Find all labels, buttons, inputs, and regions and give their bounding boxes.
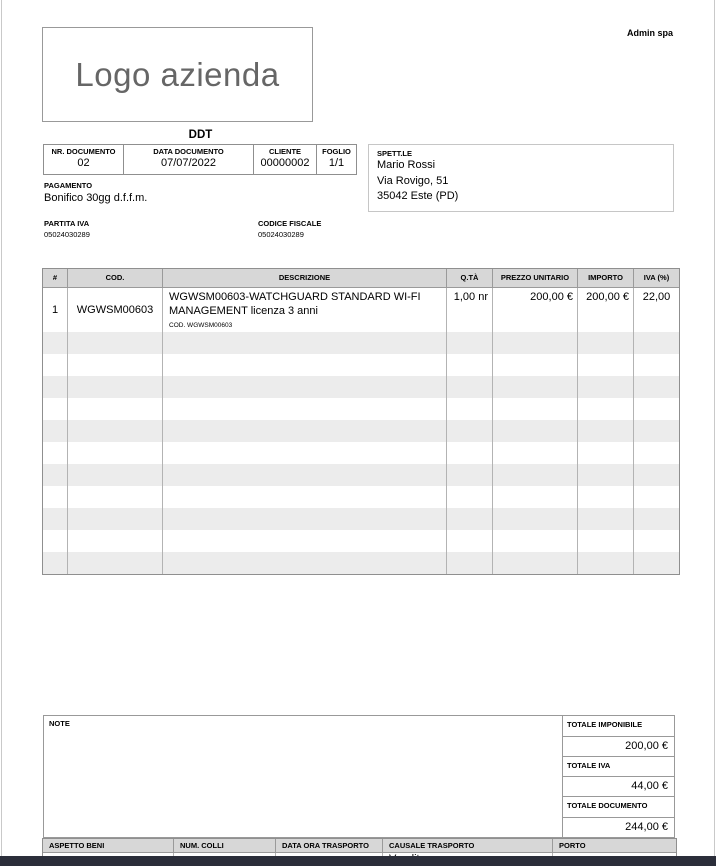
payment-field bbox=[44, 181, 147, 205]
field-value: 00000002 bbox=[260, 157, 310, 169]
field-label: CLIENTE bbox=[268, 147, 302, 156]
col-header-num: # bbox=[43, 269, 68, 288]
table-row bbox=[43, 288, 679, 332]
recipient-street: Via Rovigo, 51 bbox=[377, 174, 449, 187]
col-header-data-ora-trasporto: DATA ORA TRASPORTO bbox=[276, 839, 383, 853]
totale-iva-label: TOTALE IVA bbox=[563, 756, 674, 777]
partita-iva-label: PARTITA IVA bbox=[44, 219, 90, 228]
empty-item-row bbox=[43, 530, 679, 552]
item-amount: 200,00 € bbox=[578, 288, 634, 332]
logo-text: Logo azienda bbox=[75, 55, 280, 93]
totale-imponibile-label: TOTALE IMPONIBILE bbox=[567, 720, 643, 729]
totale-iva-value: 44,00 € bbox=[563, 776, 674, 796]
item-description bbox=[163, 288, 447, 332]
col-header-prezzo-unitario: PREZZO UNITARIO bbox=[493, 269, 578, 288]
partita-iva-value: 05024030289 bbox=[44, 230, 90, 239]
col-header-aspetto-beni: ASPETTO BENI bbox=[43, 839, 174, 853]
item-description-code: COD. WGWSM00603 bbox=[169, 322, 233, 329]
recipient-box bbox=[368, 144, 674, 212]
empty-item-row bbox=[43, 332, 679, 354]
item-num: 1 bbox=[43, 288, 68, 332]
page-right-edge bbox=[714, 0, 715, 866]
empty-item-row bbox=[43, 354, 679, 376]
totale-imponibile-value: 200,00 € bbox=[563, 736, 674, 756]
field-foglio bbox=[317, 145, 356, 174]
transport-header-row bbox=[43, 839, 676, 853]
items-empty-rows bbox=[43, 332, 679, 574]
notes-box bbox=[43, 715, 562, 838]
col-header-descrizione: DESCRIZIONE bbox=[163, 269, 447, 288]
field-data-documento bbox=[124, 145, 254, 174]
recipient-city: 35042 Este (PD) bbox=[377, 190, 459, 202]
totals-box bbox=[562, 715, 675, 838]
field-value: 02 bbox=[77, 157, 90, 169]
empty-item-row bbox=[43, 464, 679, 486]
field-cliente bbox=[254, 145, 317, 174]
items-table-header bbox=[43, 269, 679, 288]
notes-label: NOTE bbox=[49, 719, 70, 728]
totale-documento-value: 244,00 € bbox=[563, 817, 674, 837]
empty-item-row bbox=[43, 442, 679, 464]
item-vat: 22,00 bbox=[642, 291, 671, 303]
payment-value: Bonifico 30gg d.f.f.m. bbox=[44, 192, 148, 204]
col-header-importo: IMPORTO bbox=[578, 269, 634, 288]
payment-label: PAGAMENTO bbox=[44, 181, 93, 190]
field-label: FOGLIO bbox=[322, 147, 351, 156]
col-header-iva: IVA (%) bbox=[634, 269, 679, 288]
field-value: 1/1 bbox=[328, 157, 345, 169]
empty-item-row bbox=[43, 486, 679, 508]
bottom-dark-bar bbox=[0, 856, 716, 866]
document-type-title: DDT bbox=[188, 129, 213, 141]
empty-item-row bbox=[43, 420, 679, 442]
partita-iva-field bbox=[44, 219, 90, 240]
page-left-edge bbox=[1, 0, 2, 866]
field-label: NR. DOCUMENTO bbox=[51, 147, 116, 156]
totale-documento-label: TOTALE DOCUMENTO bbox=[563, 796, 674, 817]
items-table bbox=[42, 268, 680, 575]
company-name: Admin spa bbox=[626, 28, 673, 38]
item-description-text: WGWSM00603-WATCHGUARD STANDARD WI-FI MANAGEMENT licenza 3 anni bbox=[169, 291, 421, 317]
item-qty: 1,00 nr bbox=[447, 288, 493, 332]
item-unit-price: 200,00 € bbox=[493, 288, 578, 332]
empty-item-row bbox=[43, 398, 679, 420]
col-header-qta: Q.TÀ bbox=[447, 269, 493, 288]
codice-fiscale-field bbox=[258, 219, 321, 240]
empty-item-row bbox=[43, 376, 679, 398]
company-logo-placeholder bbox=[42, 27, 313, 122]
field-nr-documento bbox=[44, 145, 124, 174]
col-header-num-colli: NUM. COLLI bbox=[174, 839, 276, 853]
item-cod: WGWSM00603 bbox=[68, 288, 163, 332]
document-header-table bbox=[43, 144, 357, 175]
col-header-porto: PORTO bbox=[553, 839, 676, 853]
codice-fiscale-label: CODICE FISCALE bbox=[258, 219, 322, 228]
field-label: DATA DOCUMENTO bbox=[153, 147, 224, 156]
recipient-name: Mario Rossi bbox=[377, 159, 436, 171]
empty-item-row bbox=[43, 508, 679, 530]
codice-fiscale-value: 05024030289 bbox=[258, 230, 304, 239]
recipient-label: SPETT.LE bbox=[377, 149, 413, 158]
col-header-cod: COD. bbox=[68, 269, 163, 288]
empty-item-row bbox=[43, 552, 679, 574]
field-value: 07/07/2022 bbox=[160, 157, 217, 169]
col-header-causale-trasporto: CAUSALE TRASPORTO bbox=[383, 839, 553, 853]
